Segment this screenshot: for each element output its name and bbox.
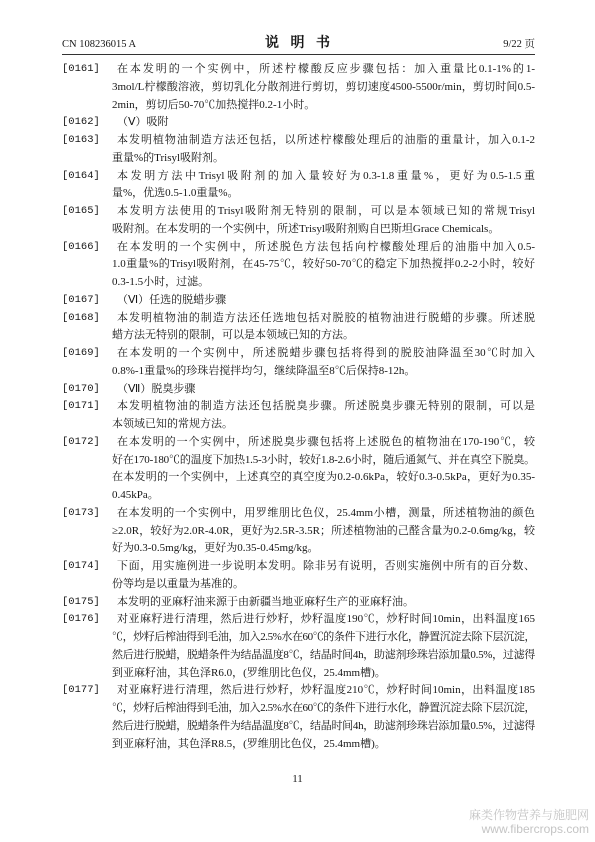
paragraph-0163 xyxy=(62,132,535,168)
paragraph-number: [0177] xyxy=(62,684,100,697)
text-line: 在本发明的一个实例中，所述脱色方法包括向柠檬酸处理后的油脂中加入0.5- xyxy=(117,240,535,253)
paragraph-number: [0169] xyxy=(62,347,100,359)
paragraph-number: [0162] xyxy=(62,116,100,129)
text-line: 本发明方法中Trisyl吸附剂的加入量较好为0.3-1.8重量%，更好为0.5-1.5重 xyxy=(117,169,535,182)
text-line: 2min，剪切后50-70℃加热搅拌0.2-1小时。 xyxy=(112,98,316,111)
paragraph-0166 xyxy=(62,239,535,292)
text-line: 本发明的亚麻籽油来源于由新疆当地亚麻籽生产的亚麻籽油。 xyxy=(117,595,414,608)
paragraph-number: [0171] xyxy=(62,400,100,413)
text-line: 下面，用实施例进一步说明本发明。除非另有说明，否则实施例中所有的百分数、 xyxy=(117,560,535,572)
text-line: 0.3-1.5小时，过滤。 xyxy=(112,276,210,288)
paragraph-0162 xyxy=(62,114,535,132)
text-line: 在本发明的一个实例中，所述脱蜡步骤包括将得到的脱胶油降温至30℃时加入 xyxy=(117,347,535,359)
paragraph-0165 xyxy=(62,203,535,239)
document-number: CN 108236015 A xyxy=(62,39,137,50)
text-line: ℃，炒籽后榨油得到毛油，加入2.5%水在60℃的条件下进行水化，静置沉淀去除下层沉淀， xyxy=(112,631,535,643)
text-line: 在本发明的一个实例中，所述柠檬酸反应步骤包括：加入重量比0.1-1%的1- xyxy=(117,63,535,75)
paragraph-0177 xyxy=(62,682,535,753)
document-title: 说 明 书 xyxy=(265,36,334,51)
paragraph-number: [0176] xyxy=(62,613,100,626)
paragraph-0170 xyxy=(62,381,535,399)
text-line: 份等均是以重量为基准的。 xyxy=(112,577,244,590)
paragraph-0175 xyxy=(62,594,535,612)
text-line: 本发明植物油制造方法还包括，以所述柠檬酸处理后的油脂的重量计，加入0.1-2 xyxy=(117,134,535,146)
header-rule xyxy=(62,54,535,55)
paragraph-number: [0170] xyxy=(62,382,100,395)
paragraph-number: [0167] xyxy=(62,293,100,306)
text-line: 本发明植物油的制造方法还任选地包括对脱胶的植物油进行脱蜡的步骤。所述脱 xyxy=(117,311,535,324)
paragraph-0176 xyxy=(62,611,535,682)
text-line: 在本发明的一个实例中，用罗维朋比色仪，25.4mm小槽，测量，所述植物油的颜色 xyxy=(117,506,535,519)
watermark-url: www.fibercrops.com xyxy=(481,822,589,836)
text-line: 然后进行脱蜡，脱蜡条件为结晶温度8℃，结晶时间4h，助滤剂珍珠岩添加量0.5%，过滤得 xyxy=(112,719,535,732)
text-line: 量%，优选0.5-1.0重量%。 xyxy=(112,187,239,200)
text-line: 然后进行脱蜡，脱蜡条件为结晶温度8℃，结晶时间4h，助滤剂珍珠岩添加量0.5%，过滤得 xyxy=(112,648,535,661)
text-line: 对亚麻籽进行清理，然后进行炒籽，炒籽温度190℃，炒籽时间10min，出料温度165 xyxy=(117,613,535,626)
paragraph-0164 xyxy=(62,168,535,204)
text-line: 本发明方法使用的Trisyl吸附剂无特别的限制，可以是本领域已知的常规Trisyl xyxy=(117,205,535,217)
text-line: 本发明植物油的制造方法还包括脱臭步骤。所述脱臭步骤无特别的限制，可以是 xyxy=(117,400,535,413)
page-number: 11 xyxy=(292,773,303,785)
page-indicator: 9/22 页 xyxy=(503,39,535,50)
text-line: ℃，炒籽后榨油得到毛油，加入2.5%水在60℃的条件下进行水化，静置沉淀去除下层沉淀， xyxy=(112,702,535,714)
paragraph-number: [0164] xyxy=(62,169,100,182)
paragraph-number: [0161] xyxy=(62,63,100,75)
text-line: ≥2.0R，较好为2.0R-4.0R，更好为2.5R-3.5R；所述植物油的己醛含量为0.2-0.6mg/kg，较 xyxy=(112,524,535,537)
section-heading: （Ⅵ）任选的脱蜡步骤 xyxy=(117,293,227,306)
paragraph-number: [0173] xyxy=(62,506,100,519)
text-line: 0.8%-1重量%的珍珠岩搅拌均匀，继续降温至8℃后保持8-12h。 xyxy=(112,364,416,377)
paragraph-0169 xyxy=(62,345,535,381)
paragraph-number: [0172] xyxy=(62,435,100,448)
paragraph-number: [0166] xyxy=(62,240,100,253)
text-line: 到亚麻籽油，其色泽R6.0，(罗维朋比色仪，25.4mm槽)。 xyxy=(112,666,386,679)
paragraph-number: [0165] xyxy=(62,205,100,217)
text-line: 吸附剂。在本发明的一个实例中，所述Trisyl吸附剂购自巴斯坦Grace Chemicals。 xyxy=(112,222,500,235)
paragraph-0174 xyxy=(62,558,535,594)
paragraph-0172 xyxy=(62,434,535,505)
paragraph-0168 xyxy=(62,310,535,346)
text-line: 重量%的Trisyl吸附剂。 xyxy=(112,151,225,164)
paragraph-0173 xyxy=(62,505,535,558)
paragraph-0161 xyxy=(62,61,535,114)
paragraph-0167 xyxy=(62,292,535,310)
paragraph-0171 xyxy=(62,398,535,434)
paragraph-number: [0175] xyxy=(62,595,100,608)
paragraph-number: [0163] xyxy=(62,134,100,146)
paragraph-number: [0174] xyxy=(62,560,100,572)
section-heading: （Ⅴ）吸附 xyxy=(117,116,169,129)
text-line: 在本发明的一个实例中，所述脱臭步骤包括将上述脱色的植物油在170-190℃，较 xyxy=(117,435,535,448)
text-line: 3mol/L柠檬酸溶液，剪切乳化分散剂进行剪切，剪切速度4500-5500r/min，剪切时间0.5- xyxy=(112,80,535,93)
text-line: 好为0.3-0.5mg/kg，更好为0.35-0.45mg/kg。 xyxy=(112,542,319,555)
text-line: 到亚麻籽油，其色泽R8.5，(罗维朋比色仪，25.4mm槽)。 xyxy=(112,737,386,750)
text-line: 在本发明的一个实例中，上述真空的真空度为0.2-0.6kPa，较好0.3-0.5kPa，更好为0.35- xyxy=(112,471,535,484)
description-body xyxy=(62,61,535,753)
text-line: 蜡方法无特别的限制，可以是本领域已知的方法。 xyxy=(112,329,354,342)
text-line: 0.45kPa。 xyxy=(112,489,159,501)
text-line: 本领域已知的常规方法。 xyxy=(112,418,233,430)
text-line: 对亚麻籽进行清理，然后进行炒籽，炒籽温度210℃，炒籽时间10min，出料温度185 xyxy=(117,684,535,697)
text-line: 好在170-180℃的温度下加热1.5-3小时，较好1.8-2.6小时，随后通氮气、并在真空下脱臭。 xyxy=(112,453,535,466)
text-line: 1.0重量%的Trisyl吸附剂，在45-75℃，较好50-70℃的稳定下加热搅拌0.2-2小时，较好 xyxy=(112,258,535,271)
section-heading: （Ⅶ）脱臭步骤 xyxy=(117,382,196,395)
watermark-site-name: 麻类作物营养与施肥网 xyxy=(468,808,589,822)
paragraph-number: [0168] xyxy=(62,311,100,324)
